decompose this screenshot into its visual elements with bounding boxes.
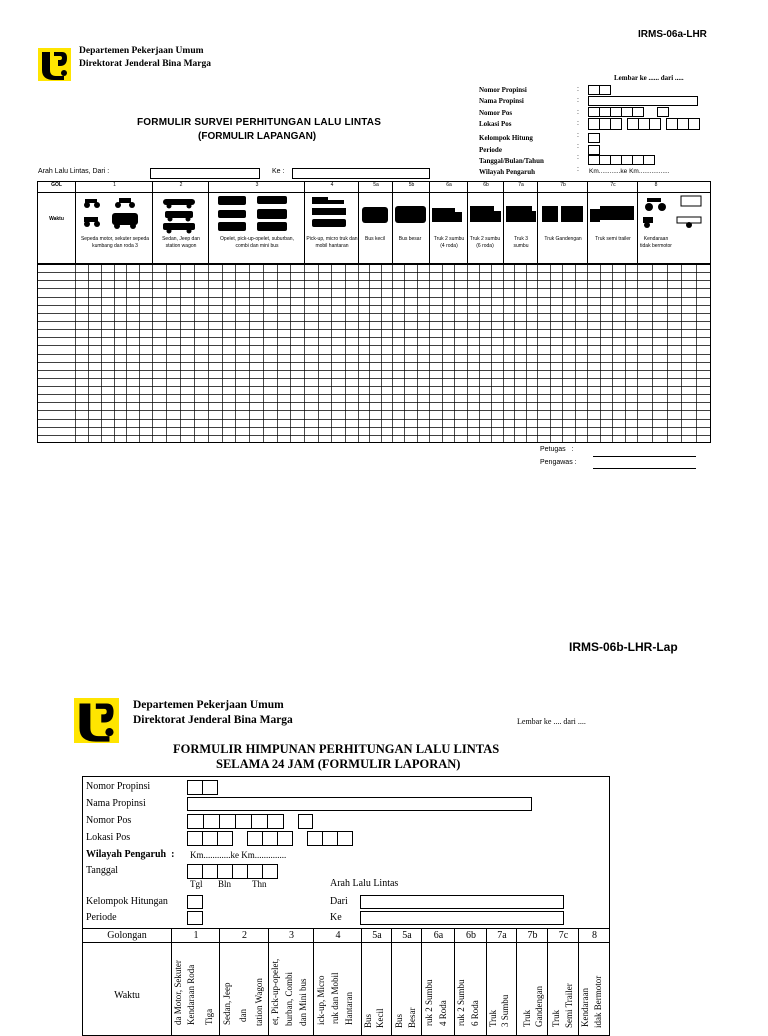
petugas-text: Petugas — [540, 446, 566, 453]
pengawas-label: Pengawas : — [540, 459, 577, 466]
vtext: ruk dan Mobil — [330, 972, 340, 1024]
desc-6b: Truk 2 sumbu (6 roda) — [469, 236, 501, 249]
lbl-tgl: Tgl — [190, 879, 203, 889]
vtext: dan Mini bus — [298, 978, 308, 1026]
form2-title-line2: SELAMA 24 JAM (FORMULIR LAPORAN) — [216, 757, 461, 771]
pengawas-line[interactable] — [593, 468, 696, 469]
vtext: idak Bermotor — [593, 975, 603, 1028]
f2-gol-7a: 7a — [497, 930, 507, 941]
form2-code: IRMS-06b-LHR-Lap — [569, 640, 678, 654]
lbl-thn: Thn — [252, 879, 267, 889]
vtext: Kecil — [375, 1008, 385, 1028]
f2-gol-4: 4 — [335, 930, 341, 941]
f2-wilayah-value: Km............ke Km.............. — [190, 850, 287, 860]
nama-propinsi-box[interactable] — [588, 96, 697, 106]
gol-5a: 5a — [373, 182, 379, 188]
vtext: ruk 2 Sumbu — [456, 979, 466, 1026]
lbl-dari: Dari — [330, 896, 348, 907]
gol-2: 2 — [179, 182, 183, 188]
lbl-kelompok: Kelompok Hitungan — [86, 896, 168, 907]
org2-line1: Departemen Pekerjaan Umum — [133, 699, 284, 711]
form1-code: IRMS-06a-LHR — [638, 29, 707, 40]
vtext: Semi Trailer — [564, 983, 574, 1028]
desc-8: Kendaraan tidak bermotor — [640, 236, 672, 249]
field-label: Nomor Propinsi — [479, 86, 527, 94]
vtext: da Motor, Sekuter — [173, 960, 183, 1025]
sheet-number: Lembar ke ...... dari ..... — [614, 74, 684, 82]
f2-kelompok-box[interactable] — [187, 895, 202, 909]
vtext: ruk 2 Sumbu — [424, 979, 434, 1026]
lbl-lokasi-pos: Lokasi Pos — [86, 832, 131, 843]
f2-gol-7c: 7c — [558, 930, 569, 941]
gol-1: 1 — [113, 182, 116, 188]
waktu-label: Waktu — [49, 216, 64, 222]
field-label: Periode — [479, 146, 502, 154]
f2-gol-3: 3 — [289, 930, 294, 941]
desc-1: Sepeda motor, sekuter sepeda kumbang dan roda 3 — [80, 236, 150, 249]
field-label: Lokasi Pos — [479, 120, 512, 128]
f2-periode-box[interactable] — [187, 911, 202, 925]
ke-label: Ke : — [272, 168, 285, 175]
vtext: ick-up, Micro — [316, 975, 326, 1025]
gol-label: GOL — [51, 182, 62, 188]
lbl-bln: Bln — [218, 879, 232, 889]
tanggal-boxes[interactable] — [588, 155, 654, 165]
desc-3: Opelet, pick-up-opelet, suburban, combi dan mini bus — [220, 236, 294, 249]
desc-2: Sedan, Jeep dan station wagon — [162, 236, 200, 249]
f2-lokasi-pos-boxes[interactable] — [187, 831, 352, 846]
vtext: tation Wagon — [254, 978, 264, 1026]
tally-grid[interactable] — [37, 264, 712, 444]
f2-tanggal-boxes[interactable] — [187, 864, 277, 879]
colons: : : : : : : : : — [577, 86, 579, 173]
periode-box[interactable] — [588, 145, 599, 155]
gol-8: 8 — [654, 182, 658, 188]
f2-gol-6b: 6b — [466, 930, 476, 941]
f2-nomor-propinsi-boxes[interactable] — [187, 780, 217, 795]
lbl-tanggal: Tanggal — [86, 865, 119, 876]
lbl-periode: Periode — [86, 912, 117, 923]
f2-nama-propinsi-box[interactable] — [187, 797, 531, 811]
f2-ke-input[interactable] — [360, 911, 563, 925]
gol-5b: 5b — [408, 182, 415, 188]
nomor-pos-boxes[interactable] — [588, 107, 668, 117]
f2-gol-8: 8 — [592, 930, 597, 941]
org-line2: Direktorat Jenderal Bina Marga — [79, 59, 212, 69]
field-label: Nomor Pos — [479, 109, 513, 117]
wilayah-value: Km............ke Km................. — [589, 168, 670, 175]
field-label: Nama Propinsi — [479, 97, 524, 105]
org2-line2: Direktorat Jenderal Bina Marga — [133, 714, 293, 726]
desc-5a: Bus kecil — [364, 236, 385, 242]
petugas-line[interactable] — [593, 456, 696, 457]
gol-3: 3 — [255, 182, 259, 188]
pu-logo — [38, 48, 71, 81]
gol-7c: 7c — [610, 182, 616, 188]
desc-5b: Bus besar — [398, 236, 422, 242]
gol-6a: 6a — [446, 182, 452, 188]
vtext: dan — [238, 1009, 248, 1022]
desc-7c: Truk semi trailer — [595, 236, 631, 242]
form1-title-line1: FORMULIR SURVEI PERHITUNGAN LALU LINTAS — [137, 117, 382, 128]
kelompok-hitung-box[interactable] — [588, 133, 599, 143]
vtext: 3 Sumbu — [500, 994, 510, 1027]
vtext: 4 Roda — [438, 1000, 448, 1026]
form2-title-line1: FORMULIR HIMPUNAN PERHITUNGAN LALU LINTAS — [173, 742, 500, 756]
vtext: Kendaraan — [580, 988, 590, 1027]
f2-gol-2: 2 — [242, 930, 247, 941]
nomor-propinsi-boxes[interactable] — [588, 85, 610, 95]
vtext: Tiga — [204, 1008, 214, 1025]
vtext: Sedan, Jeep — [222, 982, 232, 1025]
f2-gol-1: 1 — [193, 930, 199, 941]
gol-6b: 6b — [483, 182, 489, 188]
gol-7b: 7b — [560, 182, 566, 188]
desc-4: Pick-up, micro truk dan mobil hantaran — [306, 236, 358, 249]
vtext: Gandengan — [534, 986, 544, 1027]
waktu-label-2: Waktu — [114, 990, 140, 1001]
field-label: Wilayah Pengaruh — [479, 168, 536, 176]
lbl-nama-propinsi: Nama Propinsi — [86, 798, 146, 809]
field-label: Kelompok Hitung — [479, 134, 533, 142]
f2-gol-5a: 5a — [372, 930, 382, 941]
org-line1: Departemen Pekerjaan Umum — [79, 46, 204, 56]
vtext: Bus — [394, 1013, 404, 1028]
desc-7b: Truk Gandengan — [544, 236, 582, 242]
f2-dari-input[interactable] — [360, 895, 563, 909]
vtext: burban, Combi — [284, 972, 294, 1026]
vtext: Truk — [488, 1009, 498, 1027]
desc-7a: Truk 3 sumbu — [513, 236, 529, 249]
lbl-wilayah: Wilayah Pengaruh : — [86, 849, 175, 860]
form1-title-line2: (FORMULIR LAPANGAN) — [198, 131, 317, 142]
lbl-nomor-pos: Nomor Pos — [86, 815, 132, 826]
form1-header-table — [37, 181, 712, 264]
pu-logo-2 — [74, 698, 119, 743]
lbl-ke: Ke — [330, 912, 342, 923]
wilayah-text: Wilayah Pengaruh — [86, 849, 167, 860]
vtext: et, Pick-up-opelet, — [270, 958, 280, 1025]
vtext: 6 Roda — [470, 1000, 480, 1026]
petugas-label: Petugas : — [540, 446, 574, 453]
arah-dari-input[interactable] — [150, 168, 260, 179]
lokasi-pos-boxes[interactable] — [588, 118, 699, 130]
ke-input[interactable] — [292, 168, 430, 179]
pengawas-text: Pengawas — [540, 459, 573, 466]
golongan-label: Golongan — [107, 930, 147, 941]
vtext: Bus — [363, 1013, 373, 1028]
f2-gol-7b: 7b — [527, 930, 538, 941]
f2-nomor-pos-boxes[interactable] — [187, 814, 312, 829]
lbl-arah: Arah Lalu Lintas — [330, 878, 399, 889]
f2-gol-5a-2: 5a — [402, 930, 412, 941]
arah-dari-label: Arah Lalu Lintas, Dari : — [38, 168, 110, 175]
vtext: Kendaraan Roda — [186, 964, 196, 1025]
field-label: Tanggal/Bulan/Tahun — [479, 157, 544, 165]
vtext: Truk — [551, 1009, 561, 1027]
lbl-nomor-propinsi: Nomor Propinsi — [86, 781, 151, 792]
gol-4: 4 — [330, 182, 334, 188]
sheet-number-2: Lembar ke .... dari .... — [517, 717, 586, 726]
gol-7a: 7a — [518, 182, 524, 188]
vtext: Hantaran — [344, 992, 354, 1025]
f2-gol-6a: 6a — [433, 930, 444, 941]
desc-6a: Truk 2 sumbu (4 roda) — [433, 236, 465, 249]
vtext: Truk — [522, 1009, 532, 1027]
vtext: Besar — [407, 1007, 417, 1028]
